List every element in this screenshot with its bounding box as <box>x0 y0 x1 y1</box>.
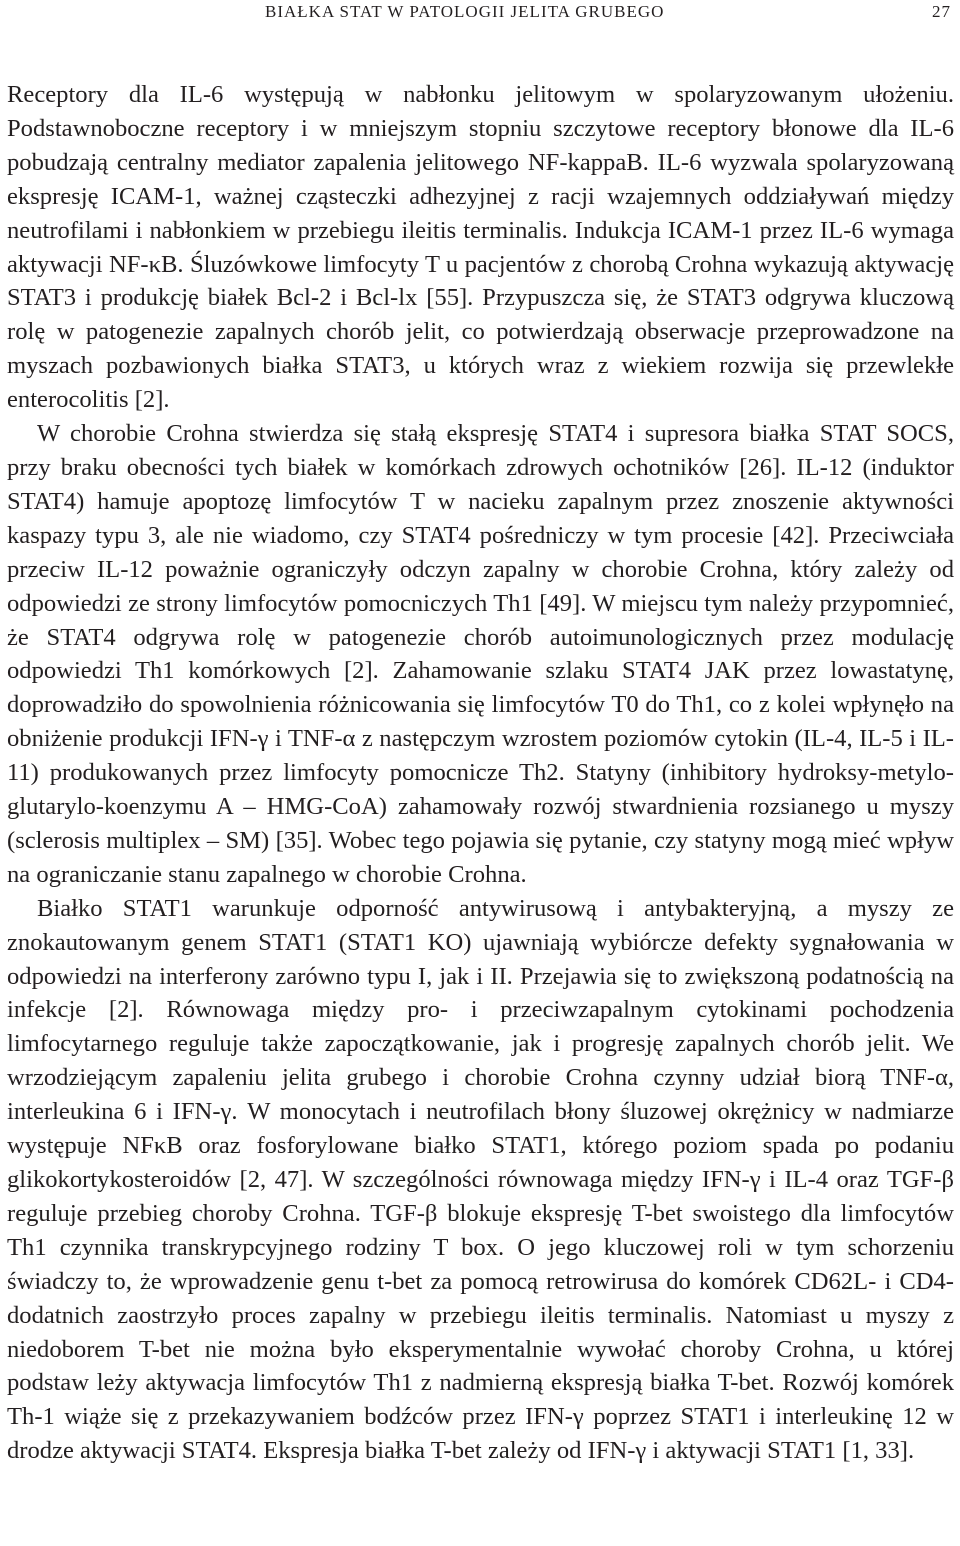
body-text <box>7 78 954 1468</box>
running-title: BIAŁKA STAT W PATOLOGII JELITA GRUBEGO <box>265 2 665 21</box>
paragraph: Białko STAT1 warunkuje odporność antywirusową i antybakteryjną, a myszy ze znokautowanym genem STAT1 (STAT1 KO) ujawniają wybiórcze defekty sygnałowania w odpowiedzi na interferony zarówno typu I, jak i II. Przejawia się to zwiększoną podatnością na infekcje [2]. Równowaga między pro- i przeciwzapalnym cytokinami pochodzenia limfocytarnego reguluje także zapoczątkowanie, jak i progresję zapalnych chorób jelit. We wrzodziejącym zapaleniu jelita grubego i chorobie Crohna czynny udział biorą TNF-α, interleukina 6 i IFN-γ. W monocytach i neutrofilach błony śluzowej okrężnicy w nadmiarze występuje NFκB oraz fosforylowane białko STAT1, którego poziom spada po podaniu glikokortykosteroidów [2, 47]. W szczególności równowaga między IFN-γ i IL-4 oraz TGF-β reguluje przebieg choroby Crohna. TGF-β blokuje ekspresję T-bet swoistego dla limfocytów Th1 czynnika transkrypcyjnego rodziny T box. O jego kluczowej roli w tym schorzeniu świadczy to, że wprowadzenie genu t-bet za pomocą retrowirusa do komórek CD62L- i CD4-dodatnich zaostrzyło proces zapalny w przebiegu ileitis terminalis. Natomiast u myszy z niedoborem T-bet nie można było eksperymentalnie wywołać choroby Crohna, u której podstaw leży aktywacja limfocytów Th1 z nadmierną ekspresją białka T-bet. Rozwój komórek Th-1 wiąże się z przekazywaniem bodźców przez IFN-γ poprzez STAT1 i interleukinę 12 w drodze aktywacji STAT4. Ekspresja białka T-bet zależy od IFN-γ i aktywacji STAT1 [1, 33]. <box>7 894 954 1465</box>
page-number: 27 <box>932 2 951 21</box>
paragraph: Receptory dla IL-6 występują w nabłonku jelitowym w spolaryzowanym ułożeniu. Podstawnoboczne receptory i w mniejszym stopniu szczytowe receptory błonowe dla IL-6 pobudzają centralny mediator zapalenia jelitowego NF-kappaB. IL-6 wyzwala spolaryzowaną ekspresję ICAM-1, ważnej cząsteczki adhezyjnej z racji wzajemnych oddziaływań między neutrofilami i nabłonkiem w przebiegu ileitis terminalis. Indukcja ICAM-1 przez IL-6 wymaga aktywacji NF-κB. Śluzówkowe limfocyty T u pacjentów z chorobą Crohna wykazują aktywację STAT3 i produkcję białek Bcl-2 i Bcl-lx [55]. Przypuszcza się, że STAT3 odgrywa kluczową rolę w patogenezie zapalnych chorób jelit, co potwierdzają obserwacje przeprowadzone na myszach pozbawionych białka STAT3, u których wraz z wiekiem rozwija się przewlekłe enterocolitis [2]. <box>7 81 954 414</box>
running-header <box>7 0 954 28</box>
paragraph: W chorobie Crohna stwierdza się stałą ekspresję STAT4 i supresora białka STAT SOCS, przy braku obecności tych białek w komórkach zdrowych ochotników [26]. IL-12 (induktor STAT4) hamuje apoptozę limfocytów T w nacieku zapalnym przez znoszenie aktywności kaspazy typu 3, ale nie wiadomo, czy STAT4 pośredniczy w tym procesie [42]. Przeciwciała przeciw IL-12 poważnie ograniczyły odczyn zapalny w chorobie Crohna, który zależy od odpowiedzi ze strony limfocytów pomocniczych Th1 [49]. W miejscu tym należy przypomnieć, że STAT4 odgrywa rolę w patogenezie chorób autoimunologicznych przez modulację odpowiedzi Th1 komórkowych [2]. Zahamowanie szlaku STAT4 JAK przez lowastatynę, doprowadziło do spowolnienia różnicowania się limfocytów T0 do Th1, co z kolei wpłynęło na obniżenie produkcji IFN-γ i TNF-α z następczym wzrostem poziomów cytokin (IL-4, IL-5 i IL-11) produkowanych przez limfocyty pomocnicze Th2. Statyny (inhibitory hydroksy-metylo-glutarylo-koenzymu A – HMG-CoA) zahamowały rozwój stwardnienia rozsianego u myszy (sclerosis multiplex – SM) [35]. Wobec tego pojawia się pytanie, czy statyny mogą mieć wpływ na ograniczanie stanu zapalnego w chorobie Crohna. <box>7 420 954 888</box>
